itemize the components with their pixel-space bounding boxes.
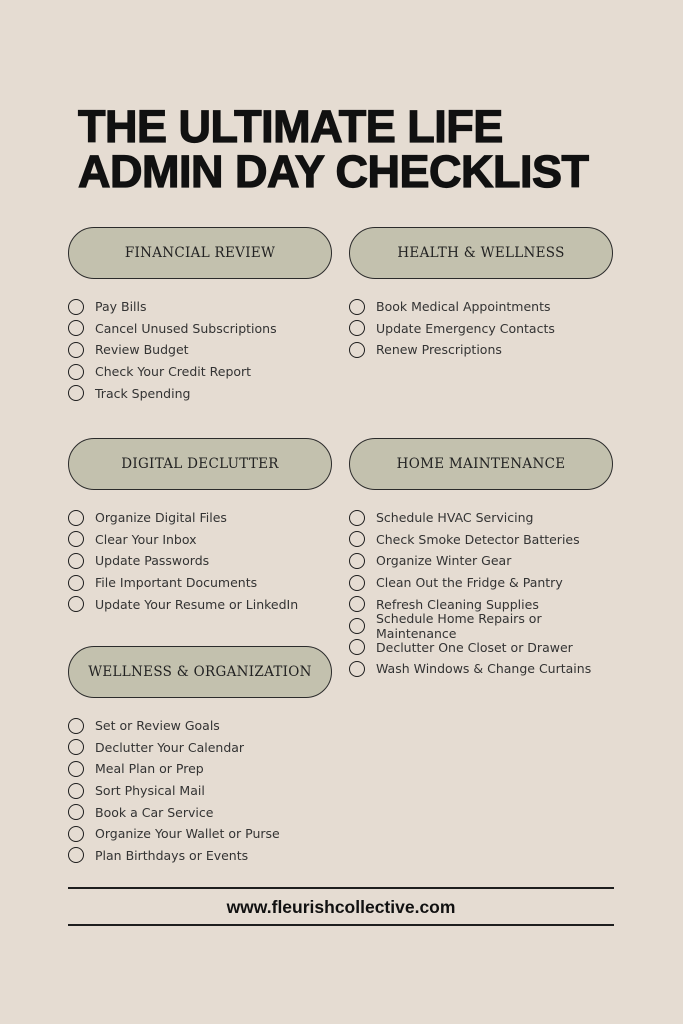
checklist-item[interactable] <box>68 845 332 867</box>
checklist-item[interactable] <box>68 318 332 340</box>
checklist-item-label: Check Your Credit Report <box>95 364 252 380</box>
checklist-item-label: Refresh Cleaning Supplies <box>376 596 539 612</box>
checklist-item[interactable] <box>349 296 613 318</box>
checklist-item-label: Wash Windows & Change Curtains <box>376 661 592 677</box>
checkbox-circle-icon[interactable] <box>68 531 84 547</box>
checklist-item[interactable] <box>68 296 332 318</box>
checklist-item-label: Clear Your Inbox <box>95 531 197 547</box>
checkbox-circle-icon[interactable] <box>68 342 84 358</box>
checklist-item-label: Track Spending <box>95 385 191 401</box>
checkbox-circle-icon[interactable] <box>68 847 84 863</box>
checklist-item-label: Book a Car Service <box>95 804 214 820</box>
checkbox-circle-icon[interactable] <box>349 661 365 677</box>
checklist-item-label: Schedule Home Repairs or Maintenance <box>376 610 542 641</box>
checklist-item-label: Organize Winter Gear <box>376 553 512 569</box>
checklist-item[interactable] <box>68 339 332 361</box>
checklist-item[interactable] <box>68 715 332 737</box>
checklist-item-label: Meal Plan or Prep <box>95 761 204 777</box>
checkbox-circle-icon[interactable] <box>68 804 84 820</box>
footer-divider-top <box>68 887 614 889</box>
checkbox-circle-icon[interactable] <box>349 342 365 358</box>
checklist-item-label: Schedule HVAC Servicing <box>376 510 534 526</box>
section-heading: HEALTH & WELLNESS <box>349 227 613 279</box>
checklist-item[interactable] <box>349 318 613 340</box>
checklist-item[interactable] <box>349 507 613 529</box>
checkbox-circle-icon[interactable] <box>68 385 84 401</box>
section-digital-declutter <box>68 438 332 615</box>
checklist-item[interactable] <box>349 572 613 594</box>
footer-divider-bottom <box>68 924 614 926</box>
checkbox-circle-icon[interactable] <box>68 718 84 734</box>
checkbox-circle-icon[interactable] <box>68 596 84 612</box>
checklist <box>68 715 332 866</box>
checkbox-circle-icon[interactable] <box>349 596 365 612</box>
checkbox-circle-icon[interactable] <box>68 299 84 315</box>
checkbox-circle-icon[interactable] <box>68 510 84 526</box>
checklist <box>349 507 613 680</box>
checkbox-circle-icon[interactable] <box>68 761 84 777</box>
checklist-item-label: Clean Out the Fridge & Pantry <box>376 575 563 591</box>
checkbox-circle-icon[interactable] <box>349 320 365 336</box>
title-line-2: ADMIN DAY CHECKLIST <box>78 146 589 197</box>
checklist-item-label: Plan Birthdays or Events <box>95 847 249 863</box>
title-line-1: THE ULTIMATE LIFE <box>78 101 503 152</box>
checklist-item[interactable] <box>68 550 332 572</box>
checklist-item[interactable] <box>68 823 332 845</box>
checklist-item[interactable] <box>68 758 332 780</box>
section-heading: DIGITAL DECLUTTER <box>68 438 332 490</box>
section-heading: HOME MAINTENANCE <box>349 438 613 490</box>
checklist-item-label: Organize Digital Files <box>95 510 227 526</box>
section-heading: WELLNESS & ORGANIZATION <box>68 646 332 698</box>
checkbox-circle-icon[interactable] <box>68 320 84 336</box>
checklist-item-label: Update Passwords <box>95 553 210 569</box>
checkbox-circle-icon[interactable] <box>349 531 365 547</box>
checklist-item-label: Check Smoke Detector Batteries <box>376 531 580 547</box>
checklist-item[interactable] <box>68 507 332 529</box>
checkbox-circle-icon[interactable] <box>349 553 365 569</box>
page-title <box>78 101 589 197</box>
checklist-item-label: Set or Review Goals <box>95 718 220 734</box>
section-health-wellness <box>349 227 613 361</box>
checklist-item[interactable] <box>68 593 332 615</box>
checklist-item[interactable] <box>349 610 613 641</box>
checklist-item[interactable] <box>349 550 613 572</box>
checklist <box>68 507 332 615</box>
checkbox-circle-icon[interactable] <box>349 510 365 526</box>
checklist-item[interactable] <box>349 658 613 680</box>
checklist-item-label: Update Emergency Contacts <box>376 320 555 336</box>
checklist-item[interactable] <box>349 339 613 361</box>
checklist-item-label: Update Your Resume or LinkedIn <box>95 596 299 612</box>
checklist-item[interactable] <box>68 780 332 802</box>
checklist-item-label: Pay Bills <box>95 299 147 315</box>
section-financial-review <box>68 227 332 404</box>
checklist-item[interactable] <box>68 737 332 759</box>
checkbox-circle-icon[interactable] <box>68 826 84 842</box>
section-home-maintenance <box>349 438 613 680</box>
checklist-item-label: Declutter Your Calendar <box>95 739 245 755</box>
checklist-item-label: Organize Your Wallet or Purse <box>95 826 280 842</box>
checkbox-circle-icon[interactable] <box>68 553 84 569</box>
checklist-item[interactable] <box>68 529 332 551</box>
section-wellness-organization <box>68 646 332 866</box>
checklist-item-label: Book Medical Appointments <box>376 299 551 315</box>
checkbox-circle-icon[interactable] <box>68 364 84 380</box>
section-heading: FINANCIAL REVIEW <box>68 227 332 279</box>
checkbox-circle-icon[interactable] <box>68 783 84 799</box>
checkbox-circle-icon[interactable] <box>349 299 365 315</box>
checkbox-circle-icon[interactable] <box>349 575 365 591</box>
checklist-item-label: Renew Prescriptions <box>376 342 502 358</box>
checklist <box>68 296 332 404</box>
checkbox-circle-icon[interactable] <box>349 618 365 634</box>
website-url: www.fleurishcollective.com <box>226 897 456 917</box>
checklist-item[interactable] <box>68 361 332 383</box>
checklist-item-label: Cancel Unused Subscriptions <box>95 320 277 336</box>
checklist-item[interactable] <box>68 382 332 404</box>
checkbox-circle-icon[interactable] <box>349 639 365 655</box>
checklist-item-label: Declutter One Closet or Drawer <box>376 639 573 655</box>
checklist <box>349 296 613 361</box>
checklist-item[interactable] <box>68 572 332 594</box>
checklist-item-label: Review Budget <box>95 342 189 358</box>
checklist-item-label: Sort Physical Mail <box>95 783 205 799</box>
checklist-item[interactable] <box>68 801 332 823</box>
checkbox-circle-icon[interactable] <box>68 575 84 591</box>
checklist-item-label: File Important Documents <box>95 575 258 591</box>
checklist-item[interactable] <box>349 529 613 551</box>
checkbox-circle-icon[interactable] <box>68 739 84 755</box>
